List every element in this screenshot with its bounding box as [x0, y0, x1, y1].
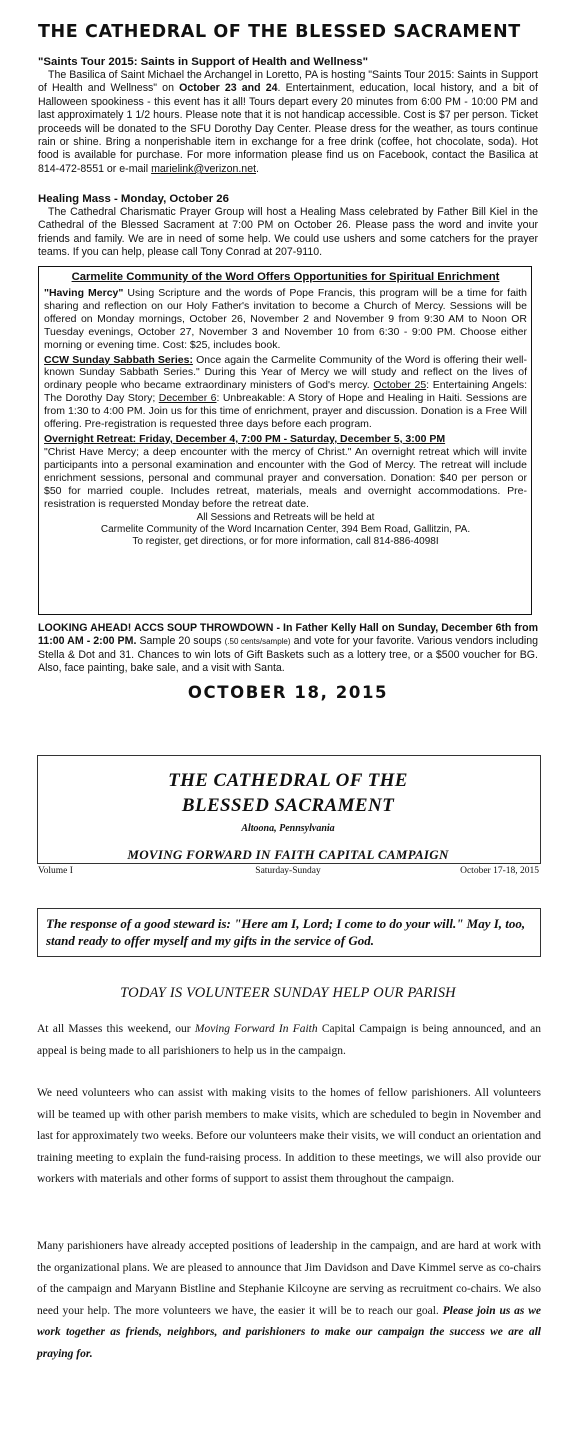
soup-throwdown-lead: LOOKING AHEAD! ACCS SOUP THROWDOWN - In Father Kelly Hall on Sunday, December 6th from 11:00 AM - 2:00 PM. — [38, 622, 538, 648]
having-mercy-text: "Having Mercy" Using Scripture and the words of Pope Francis, this program will be a time for faith sharing and reflection on our Holy Father's invitation to become a Church of Mercy. Sessions will be offered on Monday mornings, October 26, November 2 and November 9 from 9:30 AM to Noon OR Tuesday evenings, October 27, November 3 and November 10 from 6:30 - 9:00 PM. Choose either morning or evening time. Cost: $25, includes book. — [44, 287, 527, 351]
overnight-retreat-text: "Christ Have Mercy; a deep encounter with the mercy of Christ." An overnight retreat which will invite participants into a personal examination and encounter with the God of Mercy. The retreat will include enrichment sessions, personal and communal prayer and conversation. Donation: $40 per person or $50 for married couple. Includes retreat, materials, meals and overnight accommodations. Pre- resistration is requersted Monday before the retreat date. — [44, 445, 527, 510]
saints-tour-dates: October 23 and 24 — [179, 82, 278, 95]
sabbath-series-label: CCW Sunday Sabbath Series: — [44, 353, 193, 366]
carmelite-title: Carmelite Community of the Word Offers Opportunities for Spiritual Enrichment — [71, 271, 500, 283]
saints-tour-text: The Basilica of Saint Michael the Archangel in Loretto, PA is hosting "Saints Tour 2015: Saints in Support of Health and Wellness" on October 23 and 24. Entertainment, education, local history, and a bit of Halloween spookiness - this event has it all! Tours depart every 20 minutes from 6:00 PM - 10:00 PM and last approximately 1 1/2 hours. Please note that it is not handicap accessible. Cost is $7 per person. Ticket proceeds will be donated to the SFU Dorothy Day Center. Please dress for the weather, as tours continue rain or shine. Bring a nonperishable item in exchange for a free drink (coffee, hot chocolate, soda). Hot food is available for purchase. For more information please find us on Facebook, contact the Basilica at 814-472-8551 or e-mail marielink@verizon.net. — [38, 69, 538, 175]
paragraph-leadership: Many parishioners have already accepted positions of leadership in the campaign, and are hard at work with the organizational plans. We are pleased to announce that Jim Davidson and Dave Kimmel serve as co-chairs of the campaign and Maryann Bistline and Stephanie Kilcoyne are serving as recruitment co-chairs. We also need your help. The more volunteers we have, the easier it will be to reach our goal. Please join us as we work together as friends, neighbors, and parishioners to make our campaign the success we are all praying for. — [37, 1240, 542, 1360]
healing-mass-section — [38, 192, 538, 260]
bulletin-date: OCTOBER 18, 2015 — [187, 683, 389, 702]
paragraph-campaign-announcement: At all Masses this weekend, our Moving Forward In Faith Capital Campaign is being announced, and an appeal is being made to all parishioners to help us in the campaign. — [37, 1023, 541, 1057]
paragraph-volunteers-needed: We need volunteers who can assist with making visits to the homes of fellow parishioners. All volunteers will be teamed up with other parish members to make visits, which are scheduled to begin in November and last for approximately two weeks. Before our volunteers make their visits, we will conduct an orientation and training meeting to explain the fund-raising process. In addition to these meetings, we will also provide our workers with materials and other forms of support to assist them throughout the campaign. — [37, 1087, 541, 1186]
newsletter-title-line1: THE CATHEDRAL OF THE — [168, 770, 408, 791]
newsletter-location: Altoona, Pennsylvania — [241, 823, 335, 834]
campaign-title: MOVING FORWARD IN FAITH CAPITAL CAMPAIGN — [127, 847, 449, 862]
healing-mass-text: The Cathedral Charismatic Prayer Group will host a Healing Mass celebrated by Father Bill Kiel in the Cathedral of the Blessed Sacrament at 7:00 PM on October 26. Please pass the word and invite your friends and family. We are in need of some help. We could use ushers and some catchers for the prayer teams. If you can help, please call Tony Conrad at 207-9110. — [38, 206, 538, 259]
basilica-email-link[interactable]: marielink@verizon.net — [151, 162, 257, 175]
carmelite-address: Carmelite Community of the Word Incarnation Center, 394 Bem Road, Gallitzin, PA. — [100, 524, 471, 536]
saints-tour-heading: "Saints Tour 2015: Saints in Support of Health and Wellness" — [38, 56, 369, 68]
having-mercy-label: "Having Mercy" — [44, 287, 124, 299]
held-at-line: All Sessions and Retreats will be held at — [196, 512, 375, 524]
newsletter-title-line2: BLESSED SACRAMENT — [181, 795, 395, 816]
masthead-title: THE CATHEDRAL OF THE BLESSED SACRAMENT — [38, 22, 521, 42]
carmelite-box — [38, 266, 532, 615]
healing-mass-heading: Healing Mass - Monday, October 26 — [38, 193, 229, 205]
overnight-retreat-heading: Overnight Retreat: Friday, December 4, 7:00 PM - Saturday, December 5, 3:00 PM — [44, 432, 446, 445]
saints-tour-section — [38, 55, 538, 176]
steward-quote: The response of a good steward is: "Here am I, Lord; I come to do your will." May I, too, stand ready to offer myself and my gifts in the service of God. — [37, 908, 541, 957]
sabbath-series-text: CCW Sunday Sabbath Series: Once again the Carmelite Community of the Word is offering their well-known Sunday Sabbath Series." During this Year of Mercy we will study and reflect on the lives of ordinary people who became extraordinary ministers of God's mercy. October 25: Entertaining Angels: The Dorothy Day Story; December 6: Unbreakable: A Story of Hope and Healing in Haiti. Sessions are from 1:30 to 4:00 PM. Join us for this time of enrichment, prayer and discussion. Donation is a Free Will offering. Pre-registration is requested three days before each program. — [44, 353, 527, 431]
issue-date: October 17-18, 2015 — [460, 866, 539, 876]
days-label: Saturday-Sunday — [255, 866, 321, 876]
soup-throwdown-text: LOOKING AHEAD! ACCS SOUP THROWDOWN - In Father Kelly Hall on Sunday, December 6th from 11:00 AM - 2:00 PM. Sample 20 soups (.50 cents/sample) and vote for your favorite. Various vendors including Stella & Dot and 31. Chances to win lots of Gift Baskets such as a lottery tree, or a $500 voucher for BG. Also, face painting, bake sale, and a visit with Santa. — [38, 622, 538, 675]
carmelite-register-line: To register, get directions, or for more information, call 814-886-4098I — [132, 536, 439, 548]
volunteer-sunday-heading: TODAY IS VOLUNTEER SUNDAY HELP OUR PARISH — [120, 985, 456, 1001]
volume-label: Volume I — [38, 866, 73, 876]
soup-throwdown-section — [38, 622, 538, 676]
